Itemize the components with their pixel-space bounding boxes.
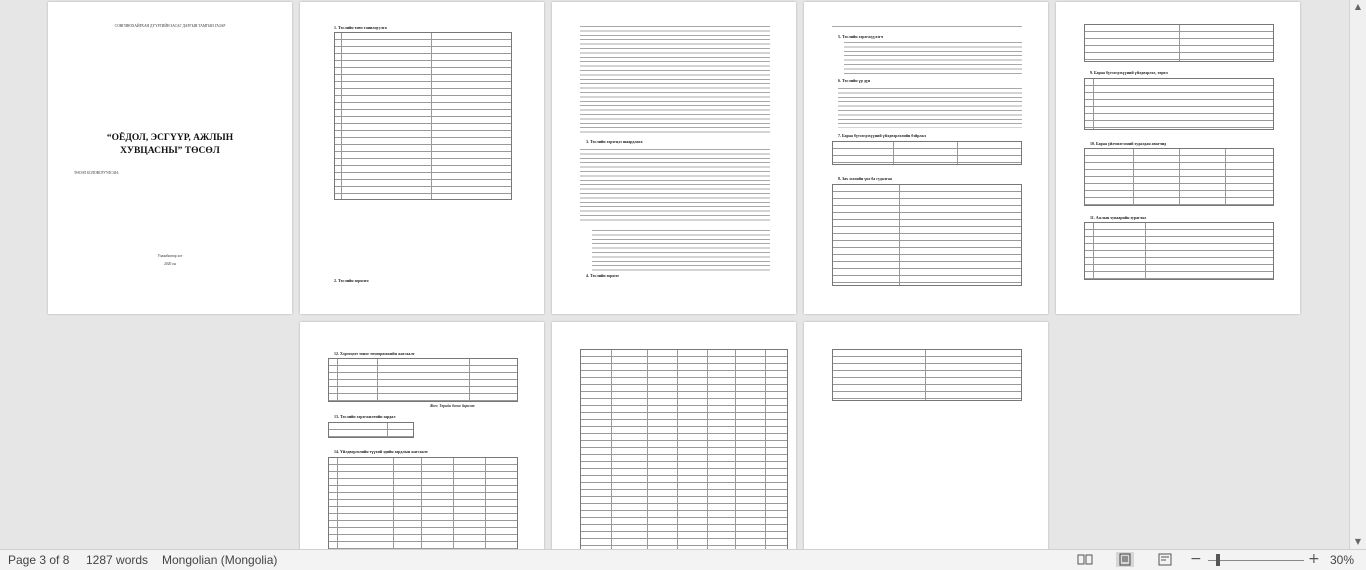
bullet-list xyxy=(838,86,1022,128)
project-summary-table xyxy=(334,32,512,200)
zoom-slider[interactable] xyxy=(1208,560,1304,561)
product-type-table xyxy=(1084,78,1274,130)
section-heading-12: 12. Хэрэгцээт тоног төхөөрөмжийн жагсаалт xyxy=(334,351,415,356)
page-3[interactable] xyxy=(552,2,796,314)
body-text-block xyxy=(832,24,1022,30)
word-count[interactable]: 1287 words xyxy=(86,553,149,567)
print-layout-icon[interactable] xyxy=(1116,552,1134,567)
body-text-block xyxy=(580,147,770,223)
section-heading-10: 10. Бараа үйлчилгээний худалдан авагчид xyxy=(1090,141,1167,146)
scroll-up-icon[interactable]: ▲ xyxy=(1354,2,1362,11)
equipment-table xyxy=(328,358,518,402)
bullet-list xyxy=(592,228,770,272)
page-1[interactable] xyxy=(48,2,292,314)
section-heading-3: 3. Төслийн хэрэгцээ шаардлага xyxy=(586,139,643,144)
section-heading-11: 11. Ажлын хуваарийн зураглал xyxy=(1090,215,1147,220)
section-heading-5: 5. Төслийн хэрэгжүүлэгч xyxy=(838,34,883,39)
section-heading-6: 6. Төслийн үр дүн xyxy=(838,78,871,83)
page-6[interactable] xyxy=(300,322,544,549)
bullet-list xyxy=(844,40,1022,74)
zoom-slider-thumb[interactable] xyxy=(1216,554,1220,566)
customers-table xyxy=(1084,148,1274,206)
cost-table xyxy=(328,422,414,438)
page-4[interactable] xyxy=(804,2,1048,314)
cover-title-line-1: “ОЁДОЛ, ЭСГҮҮР, АЖЛЫН xyxy=(106,133,234,143)
read-mode-icon[interactable] xyxy=(1076,552,1094,567)
market-price-table xyxy=(832,184,1022,286)
section-heading-9: 9. Бараа бүтээгдэхүүний үйлдвэрлэл, төрөл xyxy=(1090,70,1168,75)
work-schedule-table xyxy=(1084,222,1274,280)
cover-city: Улаанбаатар хот xyxy=(157,254,183,258)
production-table xyxy=(832,141,1022,165)
body-text-block xyxy=(580,24,770,136)
status-bar xyxy=(0,549,1366,570)
zoom-out-icon[interactable]: − xyxy=(1190,551,1202,567)
section-heading-4: 4. Төслийн зорилт xyxy=(586,273,619,278)
continued-table xyxy=(1084,24,1274,62)
section-heading-7: 7. Бараа бүтээгдэхүүний үйлдвэрлэлийн бэйрлал xyxy=(838,133,926,138)
cover-author: ТӨСӨЛ БОЛОВСРУУЛСАН: xyxy=(74,171,119,175)
cover-org: СОНГИНОХАЙРХАН ДҮҮРГИЙН ЗАСАГ ДАРГЫН ТАМГЫН ГАЗАР xyxy=(114,24,226,28)
language-indicator[interactable]: Mongolian (Mongolia) xyxy=(162,553,278,567)
section-heading-2: 2. Төслийн зорилго xyxy=(334,278,369,283)
web-layout-icon[interactable] xyxy=(1156,552,1174,567)
table-note: Жич: Төрийн бичиг баримт xyxy=(430,404,475,408)
page-8[interactable] xyxy=(804,322,1048,549)
section-heading-1: 1. Төслийн товч танилцуулга xyxy=(334,25,387,30)
production-cost-table xyxy=(580,349,788,549)
page-count[interactable]: Page 3 of 8 xyxy=(8,553,70,567)
page-5[interactable] xyxy=(1056,2,1300,314)
page-7[interactable] xyxy=(552,322,796,549)
section-heading-14: 14. Үйлдвэрлэлийн түүхий эдийн зардлын жагсаалт xyxy=(334,449,428,454)
raw-materials-table xyxy=(328,457,518,549)
section-heading-8: 8. Зах зээлийн үнэ ба судалгаа xyxy=(838,176,892,181)
vertical-scrollbar[interactable] xyxy=(1349,0,1366,549)
cover-title-line-2: ХУВЦАСНЫ” ТӨСӨЛ xyxy=(120,146,220,156)
scroll-down-icon[interactable]: ▼ xyxy=(1354,537,1362,546)
section-heading-13: 13. Төслийн хэрэгжилтийн зардал xyxy=(334,414,396,419)
zoom-in-icon[interactable]: + xyxy=(1308,551,1320,567)
zoom-level[interactable]: 30% xyxy=(1330,553,1355,567)
page-2[interactable] xyxy=(300,2,544,314)
cover-year: 2020 он xyxy=(164,262,176,266)
summary-cost-table xyxy=(832,349,1022,401)
